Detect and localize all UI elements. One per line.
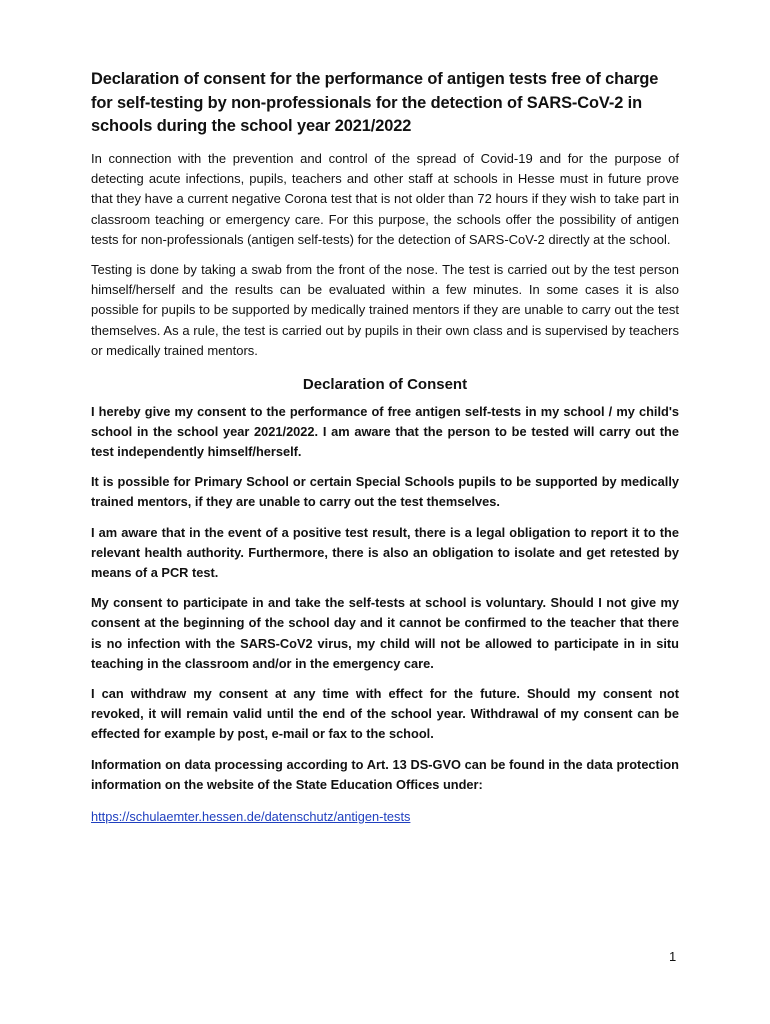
section-heading: Declaration of Consent — [302, 375, 468, 393]
data-protection-paragraph: Information on data processing according to Art. 13 DS-GVO can be found in the data protection information on the website of the State Education Offices under: — [91, 756, 679, 792]
consent-paragraph-1: I hereby give my consent to the performance of free antigen self-tests in my school / my child's school in the school year 2021/2022. I am aware that the person to be tested will carry out the test independently himself/herself. — [91, 403, 679, 459]
intro-paragraph-2: Testing is done by taking a swab from the front of the nose. The test is carried out by the test person himself/herself and the results can be evaluated within a few minutes. In some cases it is also possible for pupils to be supported by medically trained mentors if they are unable to carry out the test themselves. As a rule, the test is carried out by pupils in their own class and is supervised by teachers or medically trained mentors. — [91, 261, 679, 359]
document-title: Declaration of consent for the performance of antigen tests free of charge for self-testing by non-professionals for the detection of SARS-CoV-2 in schools during the school year 2021/2022 — [91, 70, 659, 135]
consent-paragraph-3: I am aware that in the event of a positive test result, there is a legal obligation to report it to the relevant health authority. Furthermore, there is also an obligation to isolate and get retested by means of a PCR test. — [91, 524, 679, 580]
consent-paragraph-4: My consent to participate in and take the self-tests at school is voluntary. Should I not give my consent at the beginning of the school day and it cannot be confirmed to the teacher that there is no infection with the SARS-CoV2 virus, my child will not be allowed to participate in in situ teaching in the classroom and/or in the emergency care. — [91, 595, 679, 671]
page-number: 1 — [669, 949, 677, 964]
consent-paragraph-2: It is possible for Primary School or certain Special Schools pupils to be supported by medically trained mentors, if they are unable to carry out the test themselves. — [91, 474, 679, 510]
data-protection-link[interactable]: https://schulaemter.hessen.de/datenschutz/antigen-tests — [91, 809, 411, 825]
consent-paragraph-5: I can withdraw my consent at any time with effect for the future. Should my consent not revoked, it will remain valid until the end of the school year. Withdrawal of my consent can be effected for example by post, e-mail or fax to the school. — [91, 686, 679, 742]
document-page — [91, 68, 679, 827]
intro-paragraph-1: In connection with the prevention and control of the spread of Covid-19 and for the purpose of detecting acute infections, pupils, teachers and other staff at schools in Hesse must in future prove that they have a current negative Corona test that is not older than 72 hours if they wish to take part in classroom teaching or emergency care. For this purpose, the schools offer the possibility of antigen tests for non-professionals (antigen self-tests) for the detection of SARS-CoV-2 directly at the school. — [91, 150, 679, 248]
